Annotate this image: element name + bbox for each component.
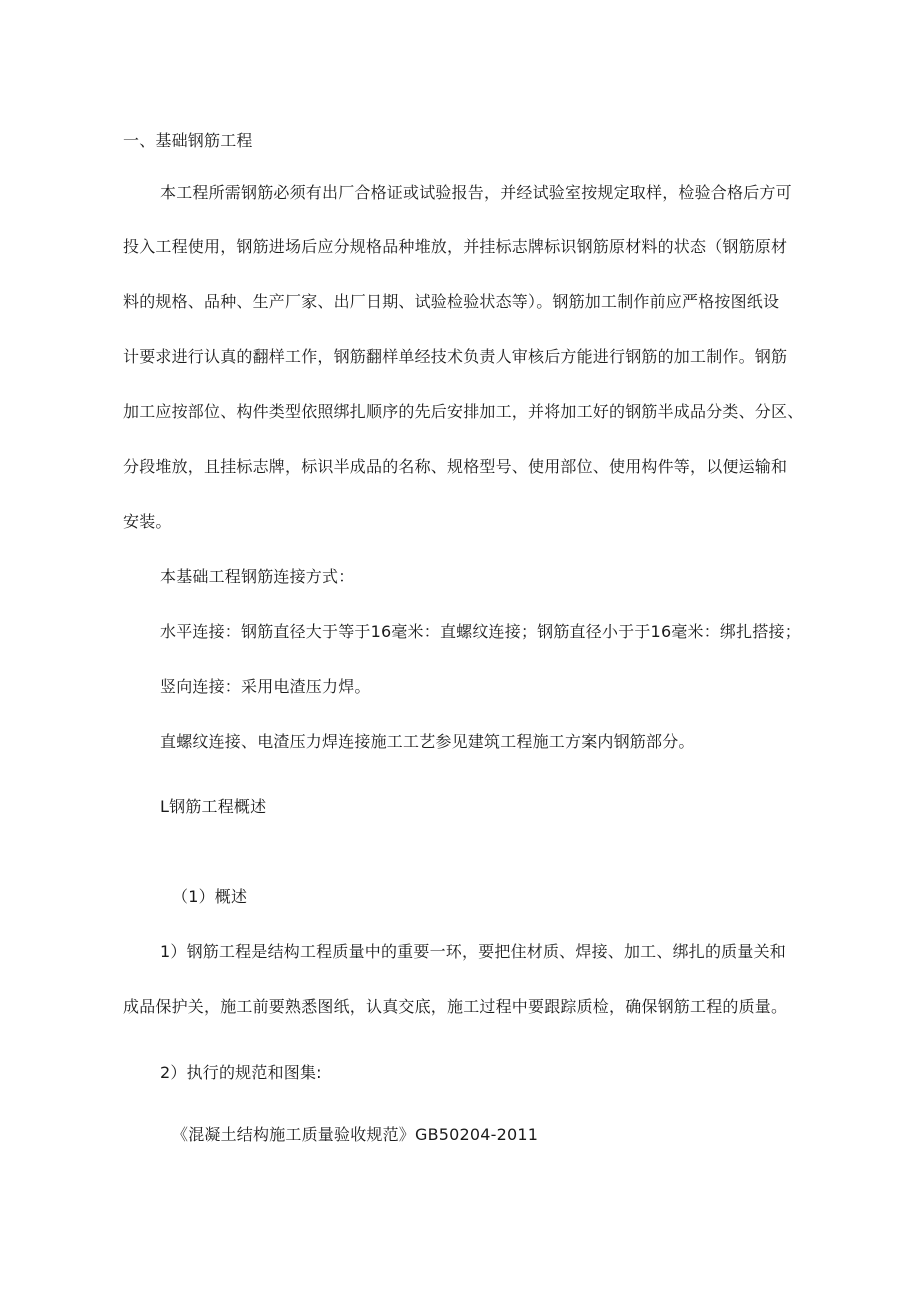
item-line: 成品保护关，施工前要熟悉图纸，认真交底，施工过程中要跟踪质检，确保钢筋工程的质量。: [123, 997, 788, 1016]
subsection-title: L钢筋工程概述: [160, 797, 267, 816]
horizontal-connection: 水平连接：钢筋直径大于等于16毫米：直螺纹连接；钢筋直径小于于16毫米：绑扎搭接；: [160, 622, 801, 641]
process-reference: 直螺纹连接、电渣压力焊连接施工工艺参见建筑工程施工方案内钢筋部分。: [160, 732, 695, 751]
paragraph-line: 料的规格、品种、生产厂家、出厂日期、试验检验状态等）。钢筋加工制作前应严格按图纸设: [123, 292, 780, 311]
paragraph-line: 计要求进行认真的翻样工作，钢筋翻样单经技术负责人审核后方能进行钢筋的加工制作。钢筋: [123, 347, 788, 366]
paragraph-line: 本工程所需钢筋必须有出厂合格证或试验报告，并经试验室按规定取样，检验合格后方可: [160, 183, 792, 202]
item-line: 1）钢筋工程是结构工程质量中的重要一环，要把住材质、焊接、加工、绑扎的质量关和: [160, 942, 786, 961]
standard-reference: 《混凝土结构施工质量验收规范》GB50204-2011: [172, 1125, 539, 1144]
vertical-connection: 竖向连接：采用电渣压力焊。: [160, 677, 371, 696]
overview-heading: （1）概述: [172, 887, 248, 906]
paragraph-line: 投入工程使用，钢筋进场后应分规格品种堆放，并挂标志牌标识钢筋原材料的状态（钢筋原材: [123, 237, 788, 256]
section-heading: 一、基础钢筋工程: [123, 131, 253, 150]
paragraph-line: 安装。: [123, 512, 172, 531]
connection-title: 本基础工程钢筋连接方式：: [160, 567, 355, 586]
item-line: 2）执行的规范和图集:: [160, 1063, 322, 1082]
paragraph-line: 加工应按部位、构件类型依照绑扎顺序的先后安排加工，并将加工好的钢筋半成品分类、分区、: [123, 402, 804, 421]
paragraph-line: 分段堆放，且挂标志牌，标识半成品的名称、规格型号、使用部位、使用构件等，以便运输和: [123, 457, 788, 476]
